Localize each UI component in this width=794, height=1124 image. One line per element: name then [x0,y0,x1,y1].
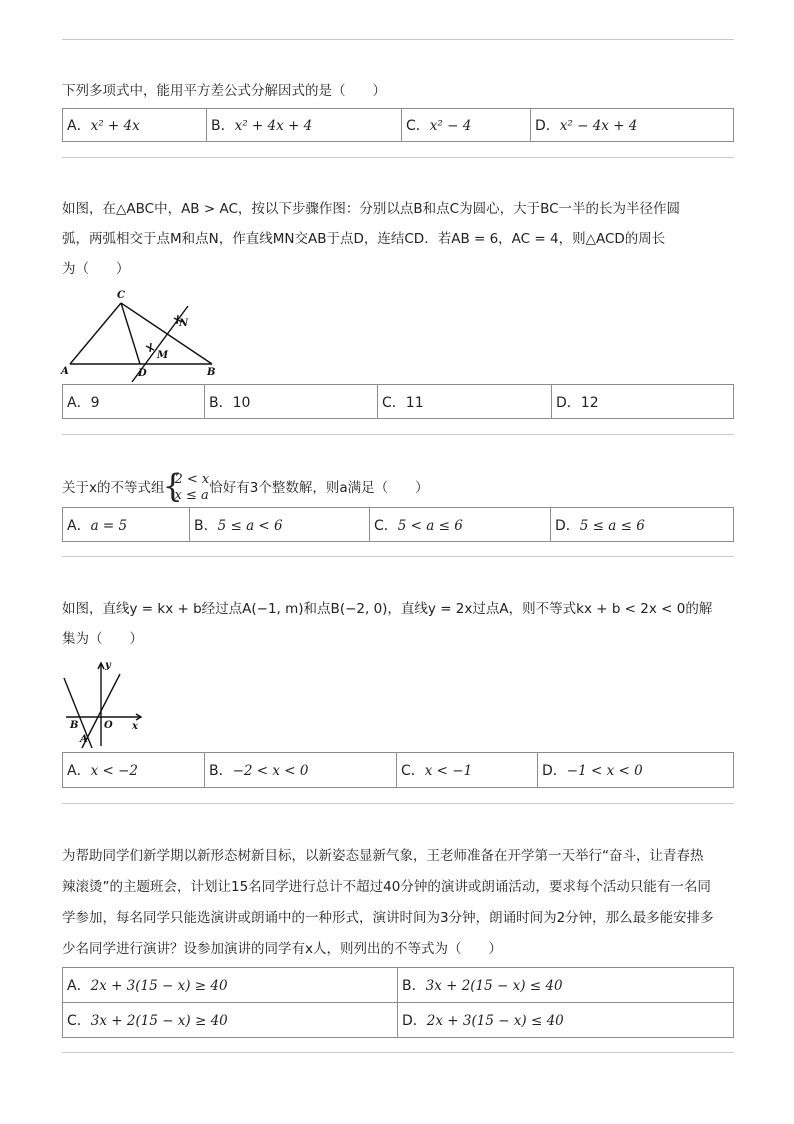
label-y: y [105,660,111,671]
inequality-system [162,467,210,505]
question-3-options [62,507,734,542]
separator-q5 [62,1052,734,1053]
q5-option-d[interactable]: D．2x + 3(15 − x) ≤ 40 [398,1003,734,1038]
q3-option-c[interactable]: C．5 < a ≤ 6 [370,508,551,542]
question-3-prefix: 关于x的不等式组 [62,480,165,496]
q1-option-b[interactable]: B．x² + 4x + 4 [207,109,402,142]
label-c: C [117,290,125,301]
question-5-line-1: 为帮助同学们新学期以新形态树新目标，以新姿态显新气象，王老师准备在开学第一天举行“奋斗，让青春热 [62,848,704,864]
question-2-line-2: 弧，两弧相交于点M和点N，作直线MN交AB于点D，连结CD．若AB = 6，AC = 4，则△ACD的周长 [62,231,666,247]
arc-mark-m [146,343,154,352]
question-5-line-3: 学参加，每名同学只能选演讲或朗诵中的一种形式，演讲时间为3分钟，朗诵时间为2分钟，那么最多能安排多 [62,910,714,926]
separator-q2 [62,434,734,435]
separator-q1 [62,157,734,158]
q3-option-d[interactable]: D．5 ≤ a ≤ 6 [551,508,734,542]
question-1-options [62,108,734,142]
question-4-line-1: 如图，直线y = kx + b经过点A(−1, m)和点B(−2, 0)，直线y = 2x过点A，则不等式kx + b < 2x < 0的解 [62,601,713,617]
q2-option-d[interactable]: D．12 [552,385,734,419]
q3-option-a[interactable]: A．a = 5 [63,508,190,542]
q4-option-a[interactable]: A．x < −2 [63,753,205,788]
label-b: B [207,367,216,378]
question-3-suffix: 恰好有3个整数解，则a满足（ ） [209,480,429,496]
brace-icon: { [162,467,183,505]
question-1-text: 下列多项式中，能用平方差公式分解因式的是（ ） [62,83,386,99]
question-5-stem [62,841,734,965]
label-d: D [138,368,147,379]
system-row-1: 2 < x [174,472,210,487]
q2-option-b[interactable]: B．10 [205,385,378,419]
question-2-triangle-figure [60,288,230,384]
q5-option-a[interactable]: A．2x + 3(15 − x) ≥ 40 [63,968,398,1003]
q4-option-d[interactable]: D．−1 < x < 0 [538,753,734,788]
question-2-options [62,384,734,419]
q3-option-b[interactable]: B．5 ≤ a < 6 [190,508,370,542]
q5-option-b[interactable]: B．3x + 2(15 − x) ≤ 40 [398,968,734,1003]
question-5-line-4: 少名同学进行演讲？设参加演讲的同学有x人，则列出的不等式为（ ） [62,941,502,957]
q2-option-a[interactable]: A．9 [63,385,205,419]
question-4-line-2: 集为（ ） [62,631,143,647]
q1-option-a[interactable]: A．x² + 4x [63,109,207,142]
label-m: M [157,350,169,361]
question-5-line-2: 辣滚烫”的主题班会，计划让15名同学进行总计不超过40分钟的演讲或朗诵活动，要求每个活动只能有一名同 [62,879,711,895]
q1-option-d[interactable]: D．x² − 4x + 4 [531,109,734,142]
separator-top [62,39,734,40]
label-o: O [104,720,113,731]
q2-option-c[interactable]: C．11 [378,385,552,419]
question-2-line-3: 为（ ） [62,261,130,277]
q5-option-c[interactable]: C．3x + 2(15 − x) ≥ 40 [63,1003,398,1038]
separator-q3 [62,556,734,557]
question-2-line-1: 如图，在△ABC中，AB > AC，按以下步骤作图：分别以点B和点C为圆心，大于BC一半的长为半径作圆 [62,201,681,217]
system-row-2: x ≤ a [174,488,209,503]
label-a: A [80,734,88,745]
question-1-stem [62,76,734,106]
question-4-options [62,752,734,788]
label-n: N [179,318,189,329]
separator-q4 [62,803,734,804]
label-b: B [70,720,79,731]
question-4-graph-figure [60,658,146,750]
segment-cd [121,303,140,364]
question-3-stem [62,469,734,507]
q1-option-c[interactable]: C．x² − 4 [402,109,531,142]
segment-ac [70,303,121,364]
question-4-stem [62,594,734,654]
question-5-options [62,967,734,1038]
label-a: A [61,366,69,377]
q4-option-c[interactable]: C．x < −1 [397,753,538,788]
question-2-stem [62,194,734,284]
label-x: x [132,721,138,732]
q4-option-b[interactable]: B．−2 < x < 0 [205,753,397,788]
